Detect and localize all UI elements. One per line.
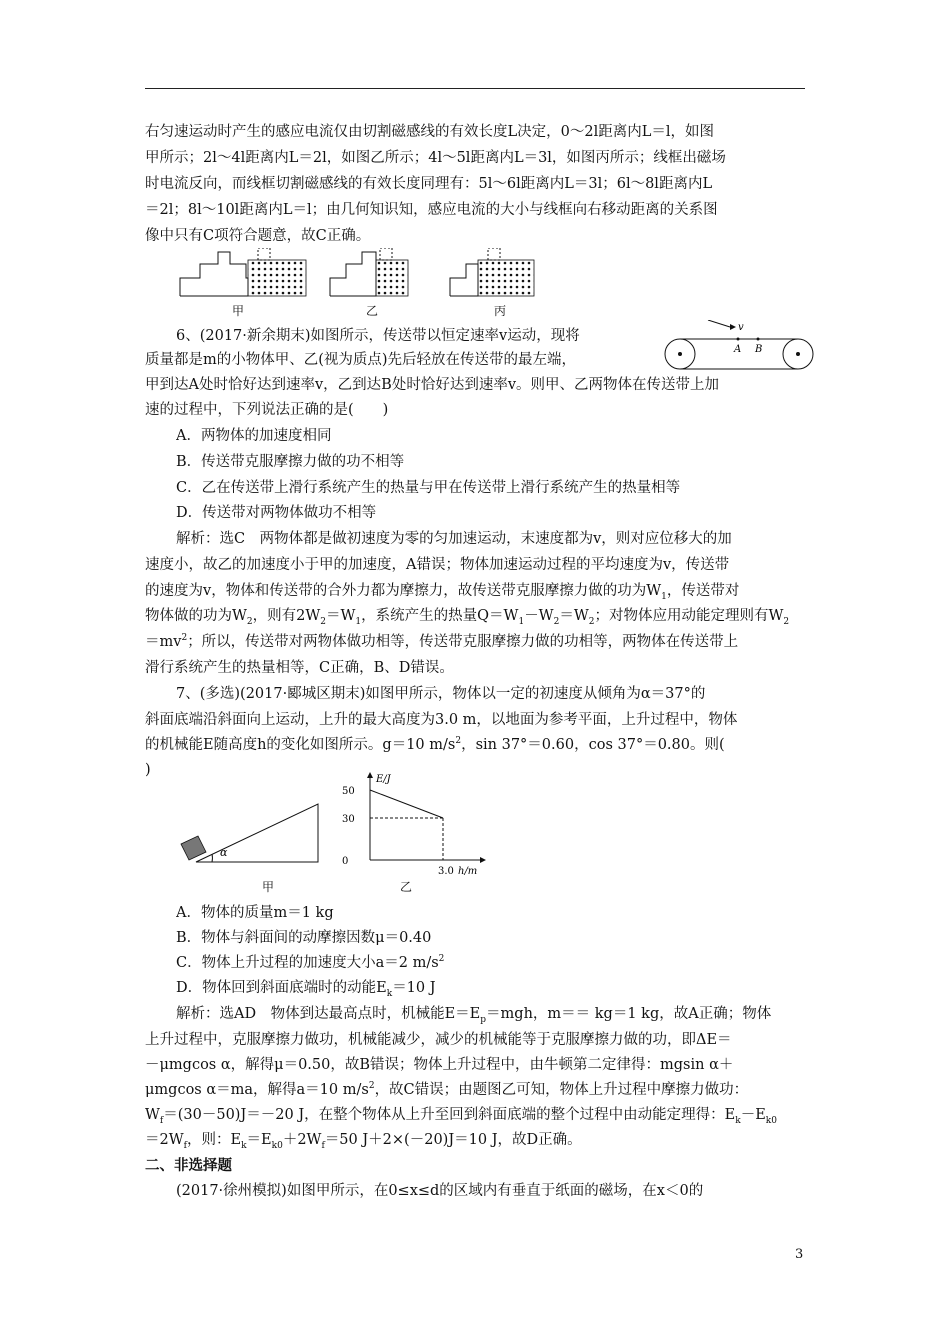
q6-analysis-line: 物体做的功为$W_2$，则有$2W_2=W_1$，系统产生的热量$Q=W_1-W_2=W_2$；对物体应用动能定理则有$W_2$ [145,608,790,626]
x-arrow-icon [480,857,486,863]
fig-caption-yi: 乙 [400,880,413,894]
point-b-label: B [755,344,763,355]
q7-analysis-line: 解析：选AD 物体到达最高点时，机械能$E=E_p=mgh$，m＝＝ kg＝1 kg，故A正确；物体 [176,1006,772,1024]
q7-analysis-line: $W_f=(30-50)J=-20$ J，在整个物体从上升至回到斜面底端的整个过程中由动能定理得：$E_k-E_{k0}$ [145,1107,777,1125]
step-figure-jia [180,248,306,296]
fig-label-jia: 甲 [232,304,245,318]
fig-label-bing: 丙 [494,304,507,318]
section-heading: 二、非选择题 [145,1157,232,1174]
page-number: 3 [795,1247,804,1262]
q6-stem-line: 甲到达A处时恰好达到速率v，乙到达B处时恰好达到速率v。则甲、乙两物体在传送带上加 [145,377,720,393]
q6-option-d: D．传送带对两物体做功不相等 [176,505,377,521]
arrow-head-icon [730,324,736,330]
q7-analysis-line: $=2W_f$，则：$E_k=E_{k0}+2W_f=50$ J＋2×(－20)J＝10 J，故D正确。 [145,1132,582,1150]
y-axis-label: E/J [376,774,391,785]
step-figures [178,248,538,300]
q6-analysis-line: 速度小，故乙的加速度小于甲的加速度，A错误；物体加速运动过程的平均速度为v，传送带 [145,557,730,573]
point-a [737,338,740,341]
y-tick-0: 0 [342,856,349,867]
q7-stem-line: 斜面底端沿斜面向上运动，上升的最大高度为3.0 m，以地面为参考平面，上升过程中，物体 [145,712,738,728]
point-b [757,338,760,341]
text-line: 甲所示；2l～4l距离内L＝2l，如图乙所示；4l～5l距离内L＝3l，如图丙所示；线框出磁场 [145,150,726,166]
block [181,836,206,860]
q7-analysis-line: μmgcos α＝ma，解得a＝10 $m/s^2$，故C错误；由题图乙可知，物体上升过程中摩擦力做功： [145,1081,749,1098]
q6-option-b: B．传送带克服摩擦力做的功不相等 [176,454,405,470]
q6-stem-line: 速的过程中，下列说法正确的是( ) [145,402,389,418]
angle-label: α [220,846,228,859]
q7-option-b: B．物体与斜面间的动摩擦因数μ＝0.40 [176,930,432,946]
x-axis-label: h/m [458,866,478,877]
fig-caption-jia: 甲 [262,880,275,894]
incline-figure [176,800,326,866]
q7-stem-line: 的机械能E随高度h的变化如图所示。g＝10 $m/s^2$，sin 37°＝0.60，cos 37°＝0.80。则( [145,736,725,753]
energy-height-chart [340,770,490,880]
q6-analysis-line: $=mv^2$；所以，传送带对两物体做功相等，传送带克服摩擦力做的功相等，两物体在传送带上 [145,633,739,650]
y-tick-30: 30 [342,814,355,825]
header-rule [145,88,805,89]
q7-stem-line: ) [145,762,151,778]
y-tick-50: 50 [342,786,355,797]
q7-stem-line: 7、(多选)(2017·郾城区期末)如图甲所示，物体以一定的初速度从倾角为α＝37°的 [176,686,706,702]
step-figure-yi [330,248,408,296]
text-line: 像中只有C项符合题意，故C正确。 [145,228,371,244]
q6-stem-line: 6、(2017·新余期末)如图所示，传送带以恒定速率v运动，现将 [176,328,580,344]
series-line [370,790,443,818]
q7-option-a: A．物体的质量m＝1 kg [176,905,334,921]
text-line: 时电流反向，而线框切割磁感线的有效长度同理有：5l～6l距离内L＝3l；6l～8l距离内L [145,176,713,192]
velocity-label: v [738,322,744,333]
fig-label-yi: 乙 [366,304,379,318]
q6-analysis-line: 的速度为v，物体和传送带的合外力都为摩擦力，故传送带克服摩擦力做的功为$W_1$，传送带对 [145,583,740,601]
x-tick-3: 3.0 [438,866,454,877]
q7-analysis-line: －μmgcos α，解得μ＝0.50，故B错误；物体上升过程中，由牛顿第二定律得：mgsin α＋ [145,1057,734,1073]
q6-stem-line: 质量都是m的小物体甲、乙(视为质点)先后轻放在传送带的最左端， [145,352,577,368]
text-line: 右匀速运动时产生的感应电流仅由切割磁感线的有效长度L决定，0～2l距离内L＝l，如图 [145,124,714,140]
q7-analysis-line: 上升过程中，克服摩擦力做功，机械能减少，减少的机械能等于克服摩擦力做的功，即ΔE＝ [145,1032,732,1048]
text-line: ＝2l；8l～10l距离内L＝l；由几何知识知，感应电流的大小与线框向右移动距离的关系图 [145,202,718,218]
q7-option-c: C．物体上升过程的加速度大小a＝2 $m/s^2$ [176,954,445,971]
q6-option-a: A．两物体的加速度相同 [176,428,332,444]
velocity-arrow [708,320,730,327]
section2-first-line: (2017·徐州模拟)如图甲所示，在0≤x≤d的区域内有垂直于纸面的磁场，在x＜0的 [176,1183,704,1199]
q6-option-c: C．乙在传送带上滑行系统产生的热量与甲在传送带上滑行系统产生的热量相等 [176,480,681,496]
step-figure-bing [450,248,534,296]
conveyor-belt-figure [660,320,820,382]
q6-analysis-line: 解析：选C 两物体都是做初速度为零的匀加速运动，末速度都为v，则对应位移大的加 [176,531,732,547]
y-arrow-icon [367,772,373,778]
point-a-label: A [734,344,742,355]
q6-analysis-line: 滑行系统产生的热量相等，C正确，B、D错误。 [145,660,454,676]
q7-option-d: D．物体回到斜面底端时的动能$E_k=10$ J [176,980,436,998]
